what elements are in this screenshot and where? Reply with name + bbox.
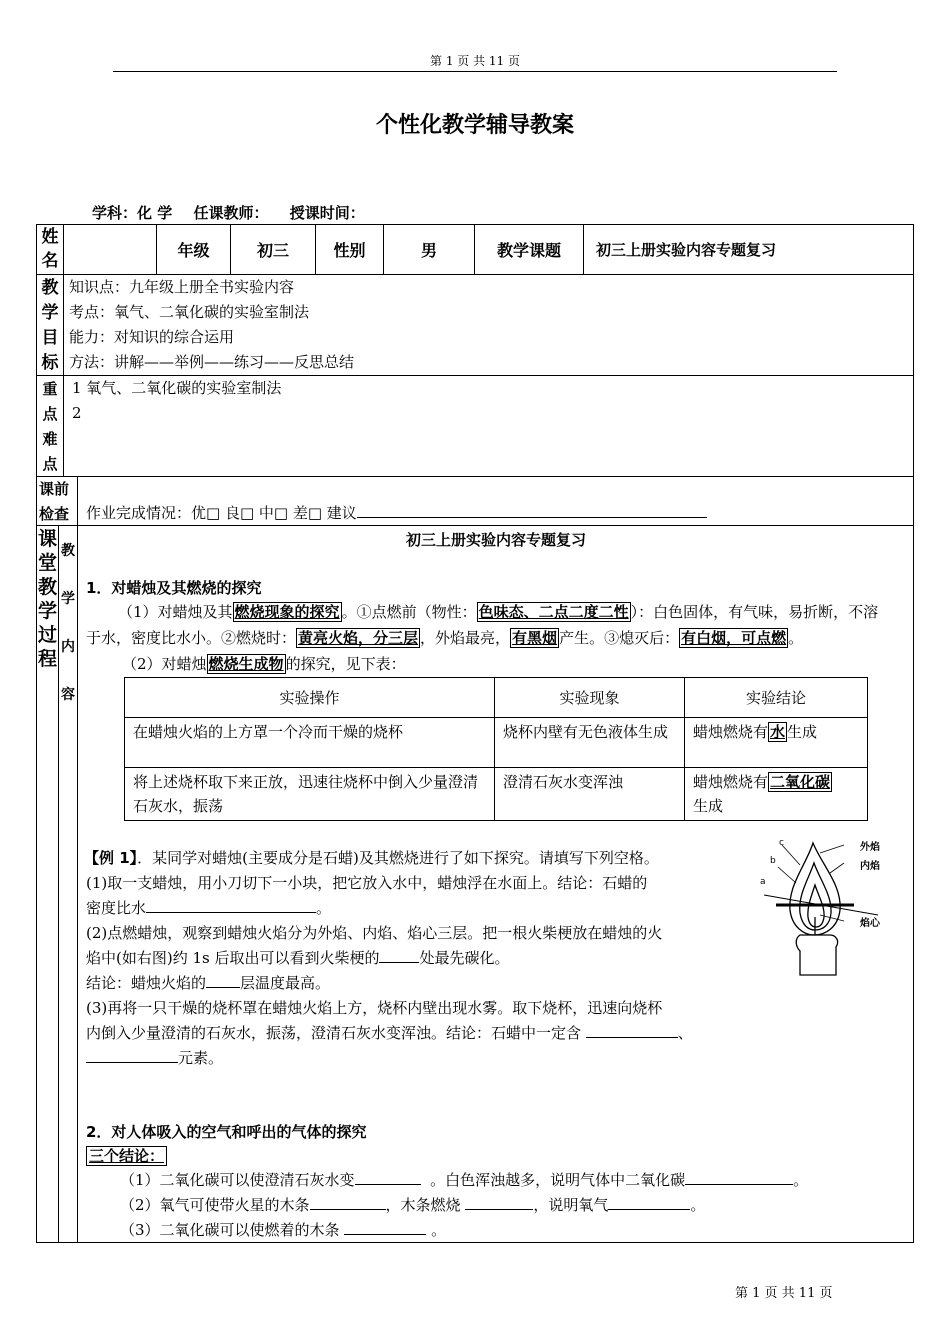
example-q3-line1: (3)再将一只干燥的烧杯罩在蜡烛火焰上方，烧杯内壁出现水雾。取下烧杯，迅速向烧杯 <box>86 999 663 1017</box>
candle-paragraph-line2: 于水，密度比水小。②燃烧时： 黄亮火焰，分三层 ，外焰最亮， 有黑烟 产生。③熄灭后： 有白烟，可点燃 。 <box>86 629 804 647</box>
answer-blank[interactable] <box>685 1168 793 1185</box>
example-q3-line2: 内倒入少量澄清的石灰水，振荡，澄清石灰水变浑浊。结论：石蜡中一定含 、 <box>86 1021 693 1046</box>
col-header-operation: 实验操作 <box>125 678 495 718</box>
header-divider <box>113 71 837 72</box>
example-q1-line2: 密度比水 。 <box>86 896 331 921</box>
label-a: a <box>760 877 766 887</box>
example-q2-line2: 焰中(如右图)约 1s 后取出可以看到火柴梗的 处最先碳化。 <box>86 946 510 971</box>
answer-blank[interactable] <box>586 1021 678 1038</box>
subject-line <box>92 202 381 223</box>
goals-list <box>69 275 354 375</box>
conclusion-2: （2）氧气可使带火星的木条 ，木条燃烧 ，说明氧气 。 <box>120 1193 705 1218</box>
row1-operation: 在蜡烛火焰的上方罩一个冷而干燥的烧杯 <box>125 718 495 768</box>
products-paragraph: （2）对蜡烛 燃烧生成物 的探究，见下表： <box>122 655 406 673</box>
candle-body <box>796 935 837 975</box>
teacher-label: 任课教师： <box>193 204 269 222</box>
three-conclusions-box: 三个结论： <box>86 1144 167 1169</box>
conclusion-1: （1）二氧化碳可以使澄清石灰水变 。白色浑浊越多，说明气体中二氧化碳 。 <box>120 1168 808 1193</box>
name-label: 姓名 <box>41 227 59 271</box>
key-points-label: 重点难点 <box>42 380 58 473</box>
label-c: c <box>779 838 784 848</box>
content-heading: 初三上册实验内容专题复习 <box>405 531 586 549</box>
answer-blank[interactable] <box>379 946 419 963</box>
time-label: 授课时间： <box>289 204 365 222</box>
topic-value: 初三上册实验内容专题复习 <box>596 240 777 259</box>
process-label: 课堂教学过程 <box>37 528 57 670</box>
section-2-title: 2．对人体吸入的空气和呼出的气体的探究 <box>86 1123 367 1141</box>
suggestion-blank[interactable] <box>357 501 707 518</box>
key-points-list <box>72 376 281 426</box>
gender-value: 男 <box>420 240 437 260</box>
blank-answer: 色味态、二点二度二性 <box>478 603 629 621</box>
candle-paragraph-line1: （1）对蜡烛及其 燃烧现象的探究 。①点燃前（物性： 色味态、二点二度二性 ）：白色固体，有气味，易折断，不溶 <box>118 603 879 621</box>
table-row <box>125 768 868 821</box>
conclusion-3: （3）二氧化碳可以使燃着的木条 。 <box>120 1218 446 1243</box>
goal-ability: 能力：对知识的综合运用 <box>69 328 235 346</box>
homework-status <box>86 501 707 526</box>
precheck-label: 课前检查 <box>39 480 70 523</box>
key-point-2: 2 <box>72 404 82 422</box>
divider <box>63 375 64 476</box>
key-point-1: 1 氧气、二氧化碳的实验室制法 <box>72 379 282 397</box>
row2-phenomenon: 澄清石灰水变浑浊 <box>495 768 685 821</box>
grade-label: 年级 <box>177 240 210 260</box>
page-footer: 第 1 页 共 11 页 <box>735 1286 833 1301</box>
example-q1-line1: (1)取一支蜡烛，用小刀切下一小块，把它放入水中，蜡烛浮在水面上。结论：石蜡的 <box>86 874 648 892</box>
example-q2-line1: (2)点燃蜡烛，观察到蜡烛火焰分为外焰、内焰、焰心三层。把一根火柴梗放在蜡烛的火 <box>86 924 663 942</box>
goal-knowledge: 知识点：九年级上册全书实验内容 <box>69 278 295 296</box>
answer-blank[interactable] <box>310 1193 386 1210</box>
answer-blank[interactable] <box>344 1218 426 1235</box>
example-q2-line3: 结论：蜡烛火焰的 层温度最高。 <box>86 971 330 996</box>
col-header-conclusion: 实验结论 <box>685 678 868 718</box>
answer-blank[interactable] <box>146 896 316 913</box>
goals-label: 教学目标 <box>41 278 59 373</box>
topic-label: 教学课题 <box>496 240 561 260</box>
example-1-intro: 【例 1】．某同学对蜡烛(主要成分是石蜡)及其燃烧进行了如下探究。请填写下列空格。 <box>84 849 659 867</box>
answer-blank[interactable] <box>465 1193 533 1210</box>
answer-blank[interactable] <box>86 1046 178 1063</box>
label-b: b <box>770 856 776 866</box>
table-row <box>125 718 868 768</box>
divider <box>36 525 914 526</box>
answer-blank[interactable] <box>608 1193 690 1210</box>
experiment-table-wrap <box>124 677 868 821</box>
content-label: 教学内容 <box>61 543 75 703</box>
subject-label: 学科：化 学 <box>92 204 173 222</box>
goal-method: 方法：讲解——举例——练习——反思总结 <box>69 353 355 371</box>
answer-blank[interactable] <box>355 1168 421 1185</box>
row1-phenomenon: 烧杯内壁有无色液体生成 <box>495 718 685 768</box>
blank-answer: 燃烧现象的探究 <box>234 603 340 621</box>
col-header-phenomenon: 实验现象 <box>495 678 685 718</box>
row2-conclusion: 蜡烛燃烧有 二氧化碳 生成 <box>685 768 868 821</box>
page-title: 个性化教学辅导教案 <box>375 113 574 138</box>
label-flame-core: 焰心 <box>860 918 880 929</box>
example-label: 【例 1】 <box>84 849 138 867</box>
blank-answer: 黄亮火焰，分三层 <box>298 629 419 647</box>
section-1-title: 1．对蜡烛及其燃烧的探究 <box>86 579 262 597</box>
gender-label: 性别 <box>333 240 366 260</box>
answer-blank[interactable] <box>206 971 240 988</box>
blank-answer: 有白烟，可点燃 <box>681 629 787 647</box>
blank-answer: 有黑烟 <box>512 629 558 647</box>
homework-status-text: 作业完成情况：优□ 良□ 中□ 差□ 建议 <box>86 504 357 522</box>
page-header: 第 1 页 共 11 页 <box>430 54 520 68</box>
label-outer-flame: 外焰 <box>860 842 880 853</box>
example-q3-line3: 元素。 <box>86 1046 223 1071</box>
goal-exam: 考点：氧气、二氧化碳的实验室制法 <box>69 303 310 321</box>
grade-value: 初三 <box>256 240 289 260</box>
name-value[interactable] <box>64 225 156 273</box>
divider <box>77 525 78 1243</box>
row2-operation: 将上述烧杯取下来正放，迅速往烧杯中倒入少量澄清石灰水，振荡 <box>125 768 495 821</box>
divider <box>63 274 64 375</box>
label-inner-flame: 内焰 <box>860 861 880 872</box>
row1-conclusion: 蜡烛燃烧有 水 生成 <box>685 718 868 768</box>
experiment-table <box>124 677 868 821</box>
divider <box>36 476 914 477</box>
blank-answer: 燃烧生成物 <box>208 655 284 673</box>
